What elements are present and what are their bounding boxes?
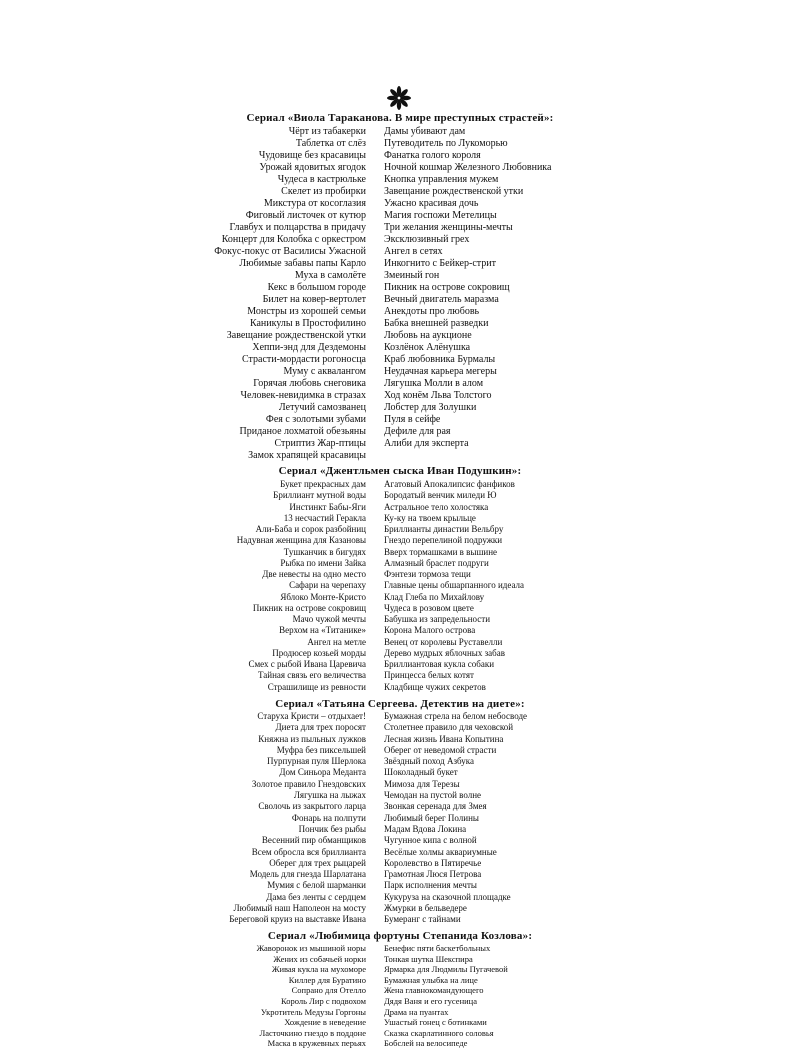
book-title: Ход конём Льва Толстого (384, 390, 492, 401)
book-title: Алиби для эксперта (384, 438, 469, 449)
book-title: Магия госпожи Метелицы (384, 210, 497, 221)
book-title: Микстура от косоглазия (263, 198, 366, 209)
book-title: Бумажная улыбка на лице (384, 974, 478, 985)
book-title: Оберег от неведомой страсти (384, 744, 497, 755)
book-title: Любимый берег Полины (384, 812, 479, 823)
series-2-right-column (384, 479, 614, 693)
book-title: Лягушка Молли в алом (384, 378, 484, 389)
book-title: Змеиный гон (384, 270, 440, 281)
book-title: Пончик без рыбы (298, 823, 366, 834)
book-title: Астральное тело холостяка (384, 501, 489, 512)
book-title: Страсти-мордасти рогоносца (241, 354, 366, 365)
book-title: Ангел на метле (307, 636, 366, 647)
book-title: Муха в самолёте (294, 270, 366, 281)
book-title: Оберег для трех рыцарей (269, 857, 366, 868)
book-title: Драма на пуантах (384, 1006, 449, 1017)
book-title: Бриллианты династии Вельбру (384, 524, 504, 534)
series-heading-3: Сериал «Татьяна Сергеева. Детектив на диете»: (275, 698, 525, 710)
book-title: Любимые забавы папы Карло (239, 258, 366, 269)
book-title: Рыбка по имени Зайка (280, 557, 366, 568)
book-title: Всем обросла вся бриллианта (251, 846, 366, 857)
book-title: Тайная связь его величества (258, 670, 366, 681)
book-title: Пуля в сейфе (384, 414, 441, 425)
book-title: Хождение в неведение (284, 1017, 366, 1028)
book-title: Мачо чужой мечты (292, 614, 366, 624)
book-title: Чудеса в кастрюльке (277, 174, 366, 185)
book-title: Гнездо перепелиной подружки (384, 535, 503, 546)
book-title: Жена главнокомандующего (384, 985, 484, 996)
book-title: Жених из собачьей норки (273, 953, 366, 964)
book-title: Завещание рождественской утки (226, 330, 366, 341)
book-title: Маска в кружевных перьях (267, 1038, 366, 1049)
book-title: Неудачная карьера мегеры (384, 366, 497, 377)
book-title: Стриптиз Жар-птицы (274, 438, 366, 449)
book-title: Бумажная стрела на белом небосводе (384, 711, 528, 721)
book-title: Любимый наш Наполеон на мосту (233, 903, 366, 914)
book-title: Пикник на острове сокровищ (384, 282, 510, 293)
book-title: Инстинкт Бабы-Яги (289, 501, 366, 512)
book-title: Фанатка голого короля (384, 150, 481, 161)
book-title: Береговой круиз на выставке Ивана (229, 914, 366, 925)
book-title: Фиговый листочек от кутюр (245, 210, 366, 221)
book-title: Концерт для Колобка с оркестром (221, 234, 366, 245)
book-title: Три желания женщины-мечты (384, 222, 513, 233)
book-title: Фэнтези тормоза тещи (384, 569, 471, 579)
book-title: Ушастый гонец с ботинками (384, 1017, 487, 1028)
series-1-right-column (384, 126, 614, 450)
book-title: Бобслей на велосипеде (384, 1038, 468, 1049)
book-title: Княжна из пыльных лужков (258, 733, 366, 744)
book-title: Продюсер козьей морды (272, 647, 366, 658)
book-title: Весёлые холмы аквариумные (384, 846, 497, 857)
book-title: Алмазный браслет подруги (384, 557, 489, 568)
book-title: Букет прекрасных дам (280, 479, 366, 489)
book-title: Кукуруза на сказочной площадке (384, 891, 511, 902)
book-title: Король Лир с подвохом (281, 995, 366, 1006)
book-title: Страшилище из ревности (267, 681, 366, 692)
book-title: Агатовый Апокалипсис фанфиков (384, 479, 515, 489)
book-title: Жмурки в бельведере (384, 903, 467, 914)
book-title: Замок храпящей красавицы (248, 450, 366, 461)
book-title: Клад Глеба по Михайлову (384, 591, 485, 602)
book-title: Чудеса в розовом цвете (384, 602, 474, 613)
book-title: Муфра без пиксельшей (276, 744, 366, 755)
series-3-right-column (384, 711, 614, 926)
book-title: Дама без ленты с сердцем (266, 891, 366, 902)
book-title: Яблоко Монте-Кристо (280, 591, 366, 602)
series-2-left-column (150, 479, 366, 693)
series-1-left-column (150, 126, 366, 462)
book-title: Человек-невидимка в стразах (240, 390, 366, 401)
book-title: Мумия с белой шарманки (267, 880, 366, 891)
series-heading-1: Сериал «Виола Тараканова. В мире преступных страстей»: (246, 112, 554, 124)
book-title: Бенефис пяти баскетбольных (384, 943, 491, 953)
book-title: Столетнее правило для чеховской (384, 722, 514, 733)
book-title: Живая кукла на мухоморе (271, 964, 366, 975)
book-title: Скелет из пробирки (281, 186, 366, 197)
book-title: Весенний пир обманщиков (261, 835, 366, 846)
book-title: Приданое лохматой обезьяны (239, 426, 366, 437)
book-title: Бородатый венчик миледи Ю (384, 490, 497, 501)
book-title: Дефиле для рая (384, 426, 451, 437)
book-title: Сказка скарлатинного соловья (384, 1027, 494, 1038)
book-title: Две невесты на одно место (262, 569, 366, 579)
book-title: Инкогнито с Бейкер-стрит (384, 258, 496, 269)
book-title: Каникулы в Простофилино (249, 318, 366, 329)
book-title: Завещание рождественской утки (384, 186, 524, 197)
book-title: Ангел в сетях (384, 246, 443, 257)
book-title: Ярмарка для Людмилы Пугачевой (384, 964, 508, 975)
book-title: Фокус-покус от Василисы Ужасной (214, 246, 366, 257)
book-title: Киллер для Буратино (288, 974, 366, 985)
book-title: Бриллиантовая кукла собаки (384, 659, 495, 669)
book-title: Ужасно красивая дочь (384, 198, 479, 209)
book-title: Дамы убивают дам (384, 126, 466, 137)
series-4-left-column (150, 943, 366, 1049)
book-title: Любовь на аукционе (384, 330, 472, 341)
book-title: Муму с аквалангом (283, 366, 366, 377)
book-title: Лягушка на лыжах (293, 790, 366, 801)
book-title: Кнопка управления мужем (384, 174, 499, 185)
book-title: Укротитель Медузы Горгоны (260, 1006, 366, 1017)
book-title: Звёздный поход Азбука (384, 756, 474, 767)
book-title: Венец от королевы Руставелли (384, 636, 503, 647)
book-title: Звонкая серенада для Змея (384, 801, 487, 812)
book-title: Золотое правило Гнездовских (251, 778, 366, 789)
book-title: Смех с рыбой Ивана Царевича (248, 659, 366, 669)
book-title: Сопрано для Отелло (291, 985, 366, 996)
book-title: Модель для гнезда Шарлатана (249, 869, 366, 880)
book-title: Главбух и полцарства в придачу (229, 222, 366, 233)
book-title: Тушканчик в бигудях (283, 546, 366, 557)
book-title: Фея с золотыми зубами (265, 414, 366, 425)
book-title: Бриллиант мутной воды (273, 490, 366, 501)
series-heading-4: Сериал «Любимица фортуны Степанида Козлова»: (267, 930, 533, 942)
book-title: Летучий самозванец (278, 402, 366, 413)
book-title: Главные цены обшарпанного идеала (384, 580, 525, 591)
book-title: Ку-ку на твоем крыльце (384, 512, 476, 523)
series-3-left-column (150, 711, 366, 926)
series-4-right-column (384, 943, 614, 1049)
book-title: Пурпурная пуля Шерлока (267, 756, 366, 767)
book-title: Ночной кошмар Железного Любовника (384, 162, 552, 173)
book-title: Парк исполнения мечты (384, 880, 477, 891)
book-title: Мадам Вдова Локина (384, 823, 467, 834)
book-title: Лобстер для Золушки (384, 402, 477, 413)
book-title: Таблетка от слёз (295, 138, 366, 149)
book-title: Диета для трех поросят (275, 722, 366, 733)
book-title: Бабка внешней разведки (384, 318, 489, 329)
book-title: Жаворонок из мышиной норы (256, 943, 366, 953)
book-title: Чудовище без красавицы (258, 150, 366, 161)
book-title: Лесная жизнь Ивана Копытина (384, 733, 504, 744)
book-title: Надувная женщина для Казановы (236, 535, 366, 546)
book-title: Принцесса белых котят (384, 670, 474, 681)
book-title: Верхом на «Титанике» (279, 625, 366, 636)
book-title: Вечный двигатель маразма (384, 294, 499, 305)
book-title: Сафари на черепаху (289, 580, 366, 591)
book-title: Чёрт из табакерки (288, 126, 366, 137)
book-title: Вверх тормашками в вышине (384, 546, 498, 557)
book-title: Дерево мудрых яблочных забав (384, 647, 505, 658)
book-title: Пикник на острове сокровищ (252, 602, 366, 613)
book-title: Кекс в большом городе (267, 282, 366, 293)
book-title: Тонкая шутка Шекспира (384, 953, 473, 964)
book-title: Путеводитель по Лукоморью (384, 138, 508, 149)
book-title: Мимоза для Терезы (384, 778, 460, 789)
book-title: Урожай ядовитых ягодок (259, 162, 366, 173)
book-title: Чемодан на пустой волне (384, 790, 482, 801)
book-title: Кладбище чужих секретов (384, 681, 486, 692)
book-title: Бабушка из запредельности (384, 614, 491, 624)
book-title: Ласточкино гнездо в поддоне (259, 1027, 366, 1038)
book-title: Грамотная Люся Петрова (384, 869, 482, 880)
asterisk-flower-icon (385, 84, 413, 112)
book-title: Старуха Кристи – отдыхает! (257, 711, 366, 721)
book-title: Эксклюзивный грех (384, 234, 470, 245)
book-title: Хеппи-энд для Дездемоны (252, 342, 366, 353)
book-title: Сволочь из закрытого ларца (258, 801, 366, 812)
series-heading-2: Сериал «Джентльмен сыска Иван Подушкин»: (278, 465, 522, 477)
book-title: Шоколадный букет (384, 767, 458, 778)
book-title: Дядя Ваня и его гусеница (384, 995, 477, 1006)
book-title: Фонарь на полпути (291, 812, 366, 823)
book-title: Бумеранг с тайнами (384, 914, 461, 925)
book-title: Корона Малого острова (384, 625, 476, 636)
book-title: Али-Баба и сорок разбойниц (255, 524, 366, 534)
book-title: Дом Синьора Меданта (279, 767, 366, 778)
book-title: Горячая любовь снеговика (253, 378, 366, 389)
book-title: Билет на ковер-вертолет (262, 294, 366, 305)
book-title: 13 несчастий Геракла (283, 512, 366, 523)
book-title: Анекдоты про любовь (384, 306, 480, 317)
book-title: Чугунное кипа с волной (384, 835, 477, 846)
book-title: Козлёнок Алёнушка (384, 342, 471, 353)
book-title: Королевство в Пятиречье (384, 857, 482, 868)
book-title: Краб любовника Бурмалы (384, 354, 496, 365)
book-title: Монстры из хорошей семьи (247, 306, 366, 317)
